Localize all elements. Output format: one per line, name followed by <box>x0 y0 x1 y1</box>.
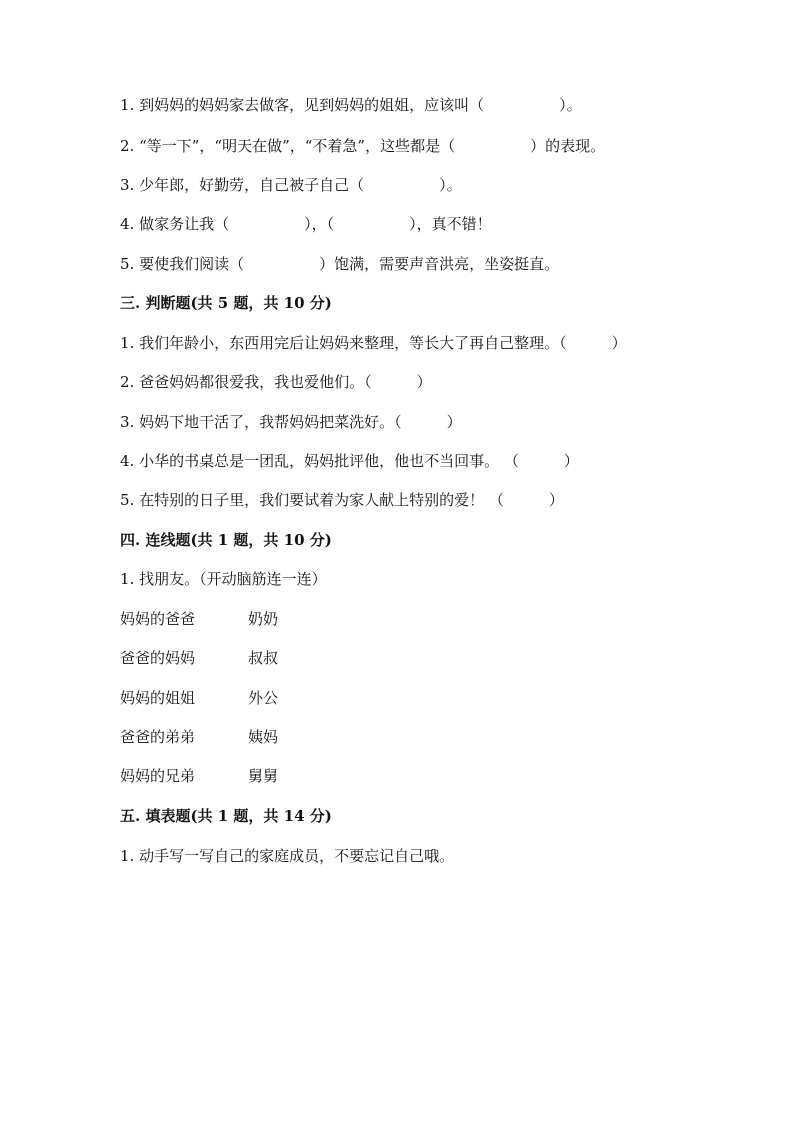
matching-left-item: 爸爸的弟弟 <box>120 728 196 746</box>
matching-right-item: 外公 <box>248 689 279 707</box>
section-heading-judgment: 三. 判断题(共 5 题，共 10 分) <box>120 294 332 312</box>
matching-left-item: 妈妈的姐姐 <box>120 689 196 707</box>
matching-right-item: 奶奶 <box>248 610 279 628</box>
judgment-question-3: 3. 妈妈下地干活了，我帮妈妈把菜洗好。（ ） <box>120 413 462 431</box>
fill-question-3: 3. 少年郎，好勤劳，自己被子自己（ ）。 <box>120 176 462 194</box>
matching-left-item: 妈妈的爸爸 <box>120 610 196 628</box>
matching-right-item: 叔叔 <box>248 649 279 667</box>
matching-right-item: 舅舅 <box>248 767 279 785</box>
matching-right-item: 姨妈 <box>248 728 279 746</box>
table-question: 1. 动手写一写自己的家庭成员，不要忘记自己哦。 <box>120 847 455 865</box>
judgment-question-2: 2. 爸爸妈妈都很爱我，我也爱他们。（ ） <box>120 373 432 391</box>
fill-question-4: 4. 做家务让我（ ），（ ），真不错！ <box>120 215 492 233</box>
judgment-question-4: 4. 小华的书桌总是一团乱，妈妈批评他，他也不当回事。 （ ） <box>120 452 579 470</box>
fill-question-2: 2. “等一下”，“明天在做”，“不着急”，这些都是（ ）的表现。 <box>120 137 606 155</box>
section-heading-matching: 四. 连线题(共 1 题，共 10 分) <box>120 531 332 549</box>
judgment-question-1: 1. 我们年龄小，东西用完后让妈妈来整理，等长大了再自己整理。（ ） <box>120 334 627 352</box>
matching-question: 1. 找朋友。（开动脑筋连一连） <box>120 570 327 588</box>
matching-left-item: 爸爸的妈妈 <box>120 649 196 667</box>
fill-question-5: 5. 要使我们阅读（ ）饱满，需要声音洪亮，坐姿挺直。 <box>120 255 560 273</box>
judgment-question-5: 5. 在特别的日子里，我们要试着为家人献上特别的爱！ （ ） <box>120 491 564 509</box>
fill-question-1: 1. 到妈妈的妈妈家去做客，见到妈妈的姐姐，应该叫（ ）。 <box>120 96 582 114</box>
section-heading-table: 五. 填表题(共 1 题，共 14 分) <box>120 807 332 825</box>
matching-left-item: 妈妈的兄弟 <box>120 767 196 785</box>
